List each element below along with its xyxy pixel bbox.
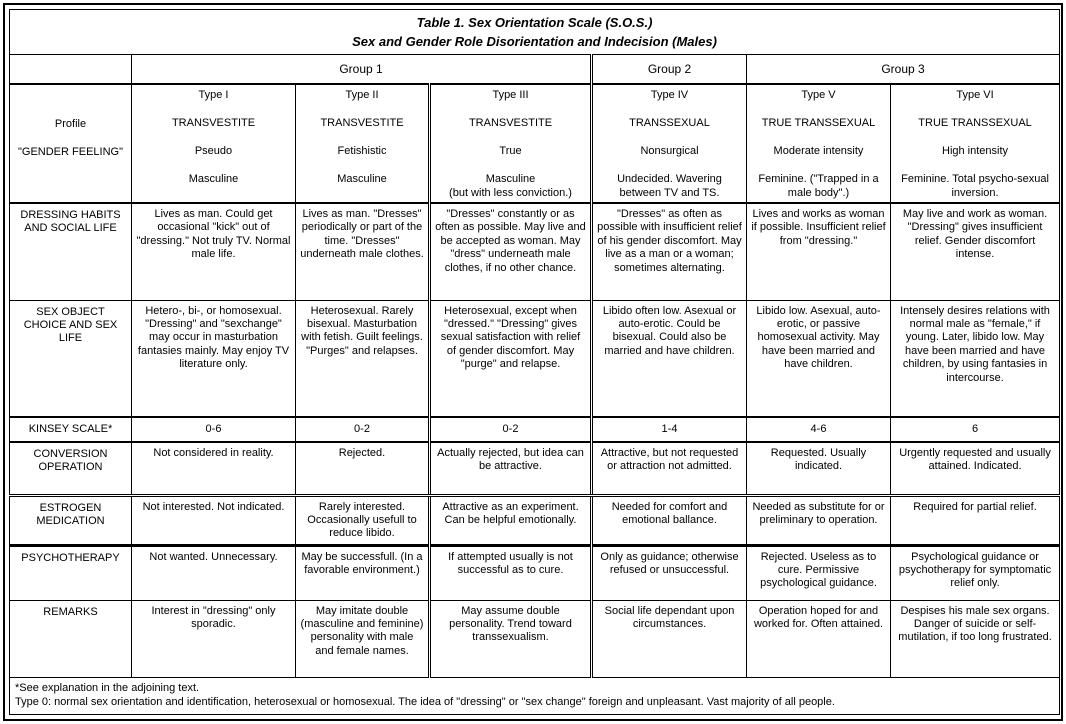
cell-conversion-type-ii: Rejected.: [296, 442, 430, 495]
row-header-remarks: REMARKS: [10, 600, 132, 677]
footnotes-row: [10, 677, 1060, 715]
row-header-psychotherapy: PSYCHOTHERAPY: [10, 545, 132, 600]
cell-dressing-type-vi: May live and work as woman. "Dressing" gives insufficient relief. Gender discomfort intense.: [891, 203, 1060, 300]
cell-conversion-type-iii: Actually rejected, but idea can be attractive.: [430, 442, 592, 495]
estrogen-medication-row: [10, 495, 1060, 545]
cell-dressing-type-iv: "Dresses" as often as possible with insufficient relief of his gender discomfort. May live as a man or a woman; sometimes alternating.: [592, 203, 747, 300]
type-subtype: True: [499, 145, 522, 158]
profile-type-iv: [592, 84, 747, 203]
footnote-asterisk: *See explanation in the adjoining text.: [15, 681, 200, 694]
cell-sexobj-type-ii: Heterosexual. Rarely bisexual. Masturbation with fetish. Guilt feelings. "Purges" and relapses.: [296, 300, 430, 417]
cell-estrogen-type-ii: Rarely interested. Occasionally usefull to reduce libido.: [296, 495, 430, 545]
cell-remarks-type-v: Operation hoped for and worked for. Often attained.: [747, 600, 891, 677]
cell-psycho-type-vi: Psychological guidance or psychotherapy for symptomatic relief only.: [891, 545, 1060, 600]
cell-remarks-type-iv: Social life dependant upon circumstances.: [592, 600, 747, 677]
type-label: Type II: [345, 89, 379, 102]
profile-type-v: [747, 84, 891, 203]
group-2-header: Group 2: [592, 54, 747, 84]
table-outer-frame: [3, 3, 1063, 721]
row-header-kinsey-scale: KINSEY SCALE*: [10, 417, 132, 442]
table-title: [10, 10, 1060, 55]
sos-table: [9, 9, 1060, 715]
dressing-habits-row: [10, 203, 1060, 300]
type-subtype: Pseudo: [194, 145, 233, 158]
cell-estrogen-type-vi: Required for partial relief.: [891, 495, 1060, 545]
sex-object-row: [10, 300, 1060, 417]
profile-label: Profile: [54, 118, 87, 131]
cell-sexobj-type-vi: Intensely desires relations with normal male as "female," if young. Later, libido low. May have been married and have children, by using fantasies in intercourse.: [891, 300, 1060, 417]
footnote-type-0: Type 0: normal sex orientation and identification, heterosexual or homosexual. The idea of "dressing" or "sex change" foreign and unpleasant. Vast majority of all people.: [15, 696, 835, 709]
row-header-dressing-habits: DRESSING HABITS AND SOCIAL LIFE: [10, 203, 132, 300]
type-name: TRANSSEXUAL: [629, 117, 710, 130]
cell-kinsey-type-ii: 0-2: [296, 417, 430, 442]
type-label: Type III: [492, 89, 529, 102]
cell-estrogen-type-iii: Attractive as an experiment. Can be helpful emotionally.: [430, 495, 592, 545]
cell-conversion-type-v: Requested. Usually indicated.: [747, 442, 891, 495]
spacer: [14, 90, 127, 118]
table-title-line1: Table 1. Sex Orientation Scale (S.O.S.): [416, 15, 653, 30]
profile-type-iii: [430, 84, 592, 203]
group-header-row: [10, 54, 1060, 84]
cell-estrogen-type-iv: Needed for comfort and emotional ballance.: [592, 495, 747, 545]
type-subtype: High intensity: [942, 145, 1009, 158]
row-header-sex-object: SEX OBJECT CHOICE AND SEX LIFE: [10, 300, 132, 417]
cell-dressing-type-ii: Lives as man. "Dresses" periodically or part of the time. "Dresses" underneath male clothes.: [296, 203, 430, 300]
cell-conversion-type-iv: Attractive, but not requested or attraction not admitted.: [592, 442, 747, 495]
type-feeling: Masculine: [485, 173, 536, 186]
type-label: Type V: [801, 89, 836, 102]
cell-conversion-type-vi: Urgently requested and usually attained. Indicated.: [891, 442, 1060, 495]
group-3-header: Group 3: [747, 54, 1060, 84]
type-feeling: Undecided. Wavering between TV and TS.: [617, 173, 722, 199]
profile-type-i: [132, 84, 296, 203]
cell-kinsey-type-vi: 6: [891, 417, 1060, 442]
gender-feeling-label: "GENDER FEELING": [18, 146, 123, 159]
cell-conversion-type-i: Not considered in reality.: [132, 442, 296, 495]
type-name: TRANSVESTITE: [171, 117, 256, 130]
type-label: Type IV: [650, 89, 689, 102]
corner-cell: [10, 54, 132, 84]
remarks-row: [10, 600, 1060, 677]
cell-kinsey-type-iv: 1-4: [592, 417, 747, 442]
cell-sexobj-type-v: Libido low. Asexual, auto-erotic, or passive homosexual activity. May have been married and have children.: [747, 300, 891, 417]
type-subtype: Fetishistic: [337, 145, 387, 158]
cell-remarks-type-ii: May imitate double (masculine and feminine) personality with male and female names.: [296, 600, 430, 677]
type-feeling: Masculine: [188, 173, 239, 186]
type-feeling: Feminine. ("Trapped in a male body".): [758, 173, 879, 199]
title-row: [10, 10, 1060, 55]
type-name: TRANSVESTITE: [320, 117, 404, 130]
cell-remarks-type-iii: May assume double personality. Trend toward transsexualism.: [430, 600, 592, 677]
type-name: TRUE TRANSSEXUAL: [918, 117, 1032, 130]
table-title-line2: Sex and Gender Role Disorientation and Indecision (Males): [352, 33, 717, 49]
cell-psycho-type-v: Rejected. Useless as to cure. Permissive psychological guidance.: [747, 545, 891, 600]
cell-sexobj-type-iii: Heterosexual, except when "dressed." "Dressing" gives sexual satisfaction with relief of gender discomfort. May "purge" and relapse.: [430, 300, 592, 417]
conversion-operation-row: [10, 442, 1060, 495]
type-feeling: Masculine: [337, 173, 387, 186]
cell-kinsey-type-i: 0-6: [132, 417, 296, 442]
cell-psycho-type-iii: If attempted usually is not successful as to cure.: [430, 545, 592, 600]
cell-estrogen-type-v: Needed as substitute for or preliminary to operation.: [747, 495, 891, 545]
row-header-conversion-operation: CONVERSION OPERATION: [10, 442, 132, 495]
cell-psycho-type-iv: Only as guidance; otherwise refused or unsuccessful.: [592, 545, 747, 600]
cell-kinsey-type-v: 4-6: [747, 417, 891, 442]
profile-type-ii: [296, 84, 430, 203]
cell-dressing-type-iii: "Dresses" constantly or as often as possible. May live and be accepted as woman. May "dress" underneath male clothes, if no other chance.: [430, 203, 592, 300]
cell-sexobj-type-i: Hetero-, bi-, or homosexual. "Dressing" and "sexchange" may occur in masturbation fantasies mainly. May enjoy TV literature only.: [132, 300, 296, 417]
cell-psycho-type-i: Not wanted. Unnecessary.: [132, 545, 296, 600]
cell-psycho-type-ii: May be successfull. (In a favorable environment.): [296, 545, 430, 600]
type-label: Type VI: [956, 89, 994, 102]
type-label: Type I: [198, 89, 229, 102]
cell-estrogen-type-i: Not interested. Not indicated.: [132, 495, 296, 545]
cell-sexobj-type-iv: Libido often low. Asexual or auto-erotic. Could be bisexual. Could also be married and have children.: [592, 300, 747, 417]
cell-kinsey-type-iii: 0-2: [430, 417, 592, 442]
psychotherapy-row: [10, 545, 1060, 600]
type-feeling: Feminine. Total psycho-sexual inversion.: [901, 173, 1049, 199]
group-1-header: Group 1: [132, 54, 592, 84]
cell-dressing-type-v: Lives and works as woman if possible. Insufficient relief from "dressing.": [747, 203, 891, 300]
row-header-profile: [10, 84, 132, 203]
profile-type-vi: [891, 84, 1060, 203]
type-name: TRUE TRANSSEXUAL: [761, 117, 876, 130]
cell-dressing-type-i: Lives as man. Could get occasional "kick" out of "dressing." Not truly TV. Normal male life.: [132, 203, 296, 300]
type-subtype: Moderate intensity: [773, 145, 864, 158]
profile-row: [10, 84, 1060, 203]
type-subtype: Nonsurgical: [640, 145, 699, 158]
type-feeling-note: (but with less conviction.): [449, 186, 572, 199]
row-header-estrogen-medication: ESTROGEN MEDICATION: [10, 495, 132, 545]
cell-remarks-type-i: Interest in "dressing" only sporadic.: [132, 600, 296, 677]
kinsey-scale-row: [10, 417, 1060, 442]
type-name: TRANSVESTITE: [468, 117, 553, 130]
footnotes-cell: [10, 677, 1060, 715]
cell-remarks-type-vi: Despises his male sex organs. Danger of suicide or self-mutilation, if too long frustrated.: [891, 600, 1060, 677]
